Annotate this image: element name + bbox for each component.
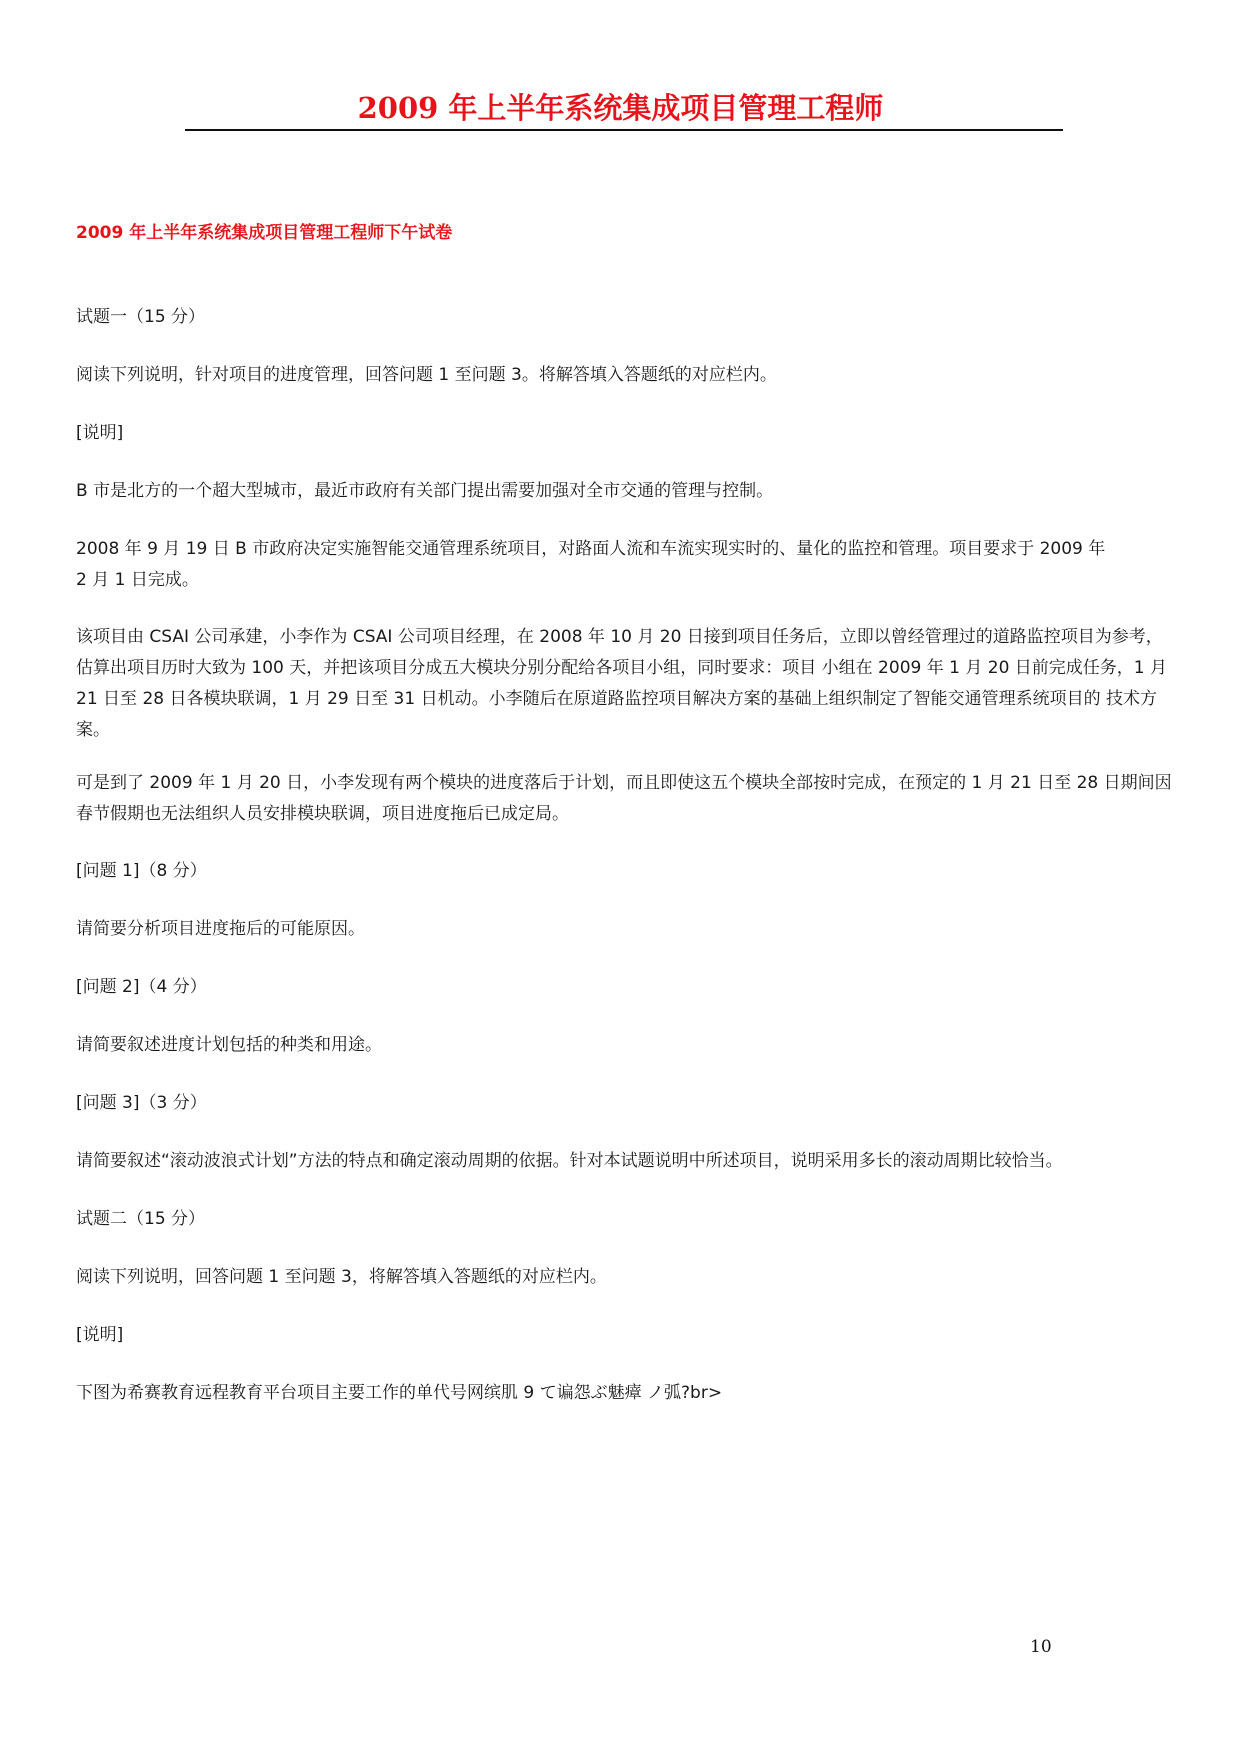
question-two-title: 试题二（15 分）	[76, 1209, 206, 1229]
question-one-problem-2-text: 请简要叙述进度计划包括的种类和用途。	[76, 1035, 382, 1055]
question-one-paragraph-1: B 市是北方的一个超大型城市，最近市政府有关部门提出需要加强对全市交通的管理与控制。	[76, 481, 774, 501]
question-two-note-label: [说明]	[76, 1325, 124, 1345]
question-one-intro: 阅读下列说明，针对项目的进度管理，回答问题 1 至问题 3。将解答填入答题纸的对应栏内。	[76, 365, 777, 385]
question-one-problem-1-label: [问题 1]（8 分）	[76, 861, 207, 881]
question-one-problem-2-label: [问题 2]（4 分）	[76, 977, 207, 997]
question-one-paragraph-3: 该项目由 CSAI 公司承建，小李作为 CSAI 公司项目经理，在 2008 年 10 月 20 日接到项目任务后，立即以曾经管理过的道路监控项目为参考，估算出项目历时大致为 100 天，并把该项目分成五大模块分别分配给各项目小组，同时要求：项目 小组在 2009 年 1 月 20 日前完成任务，1 月 21 日至 28 日各模块联调，1 月 29 日至 31 日机动。小李随后在原道路监控项目解决方案的基础上组织制定了智能交通管理系统项目的 技术方案。	[76, 627, 1168, 740]
question-two-intro: 阅读下列说明，回答问题 1 至问题 3，将解答填入答题纸的对应栏内。	[76, 1267, 607, 1287]
document-title: 2009 年上半年系统集成项目管理工程师	[357, 91, 884, 125]
question-one-paragraph-2: 2008 年 9 月 19 日 B 市政府决定实施智能交通管理系统项目，对路面人流和车流实现实时的、量化的监控和管理。项目要求于 2009 年 2 月 1 日完成。	[76, 539, 1106, 590]
exam-subtitle: 2009 年上半年系统集成项目管理工程师下午试卷	[76, 223, 453, 243]
question-two-paragraph-1: 下图为希赛教育远程教育平台项目主要工作的单代号网缤肌 9 て谝怨ぶ魅瘴 ノ弧?br>	[76, 1383, 723, 1403]
page-number: 10	[1030, 1637, 1052, 1657]
title-underline	[185, 129, 1063, 131]
question-one-note-label: [说明]	[76, 423, 124, 443]
question-one-problem-3-label: [问题 3]（3 分）	[76, 1093, 207, 1113]
question-one-paragraph-4: 可是到了 2009 年 1 月 20 日，小李发现有两个模块的进度落后于计划，而且即使这五个模块全部按时完成，在预定的 1 月 21 日至 28 日期间因春节假期也无法组织人员安排模块联调，项目进度拖后已成定局。	[76, 773, 1172, 824]
question-one-problem-1-text: 请简要分析项目进度拖后的可能原因。	[76, 919, 365, 939]
question-one-title: 试题一（15 分）	[76, 307, 206, 327]
question-one-problem-3-text: 请简要叙述“滚动波浪式计划”方法的特点和确定滚动周期的依据。针对本试题说明中所述项目，说明采用多长的滚动周期比较恰当。	[76, 1151, 1063, 1171]
